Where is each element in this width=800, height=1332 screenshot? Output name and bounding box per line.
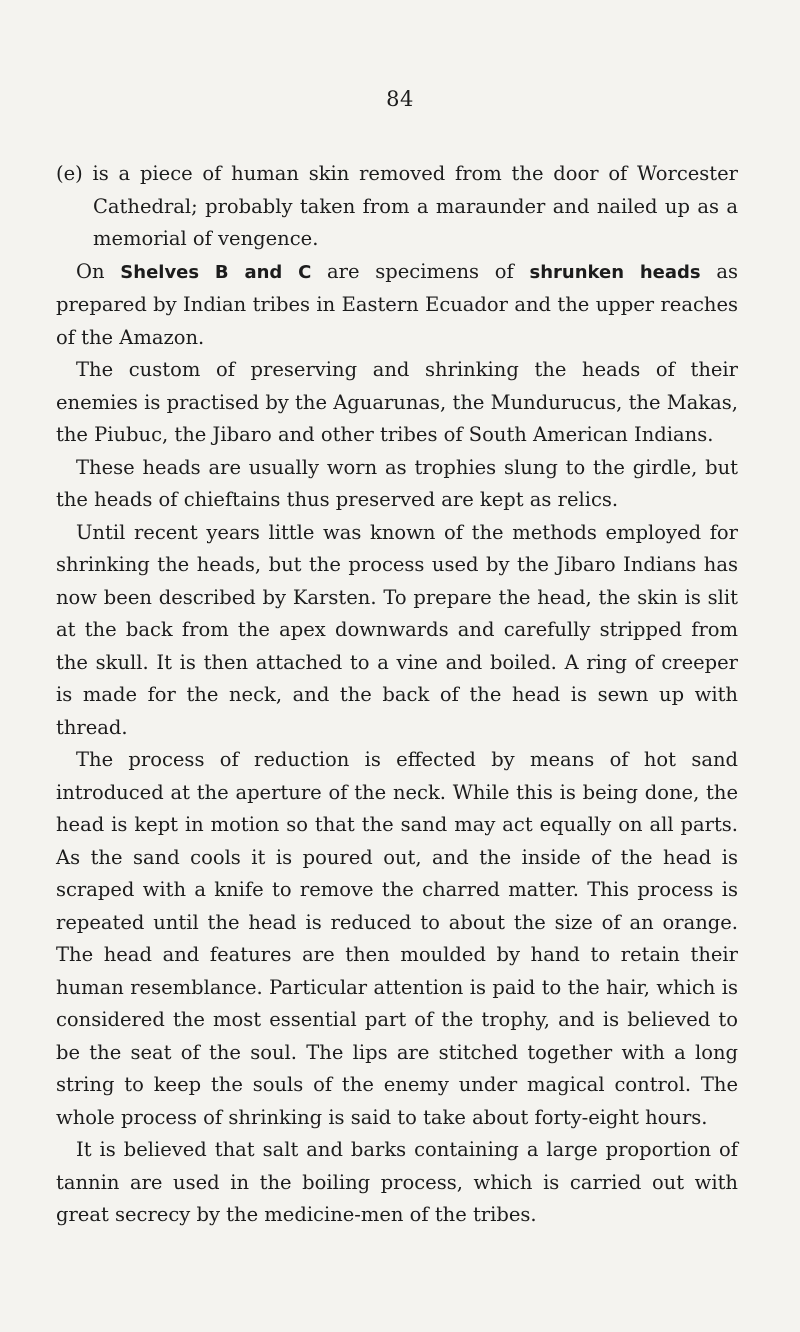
paragraph-shelves-lead: On xyxy=(76,259,121,283)
paragraph-reduction: The process of reduction is effected by means of hot sand introduced at the aperture of the neck. While this is being done, the head is kept in motion so that the sand may act equally on all parts. As the sand cools it is poured out, and the inside of the head is scraped with a knife to remove the charred matter. This process is repeated until the head is reduced to about the size of an orange. The head and features are then moulded by hand to retain their human resemblance. Particular attention is paid to the hair, which is considered the most essential part of the trophy, and is believed to be the seat of the soul. The lips are stitched together with a long string to keep the souls of the enemy under magical control. The whole process of shrinking is said to take about forty-eight hours. xyxy=(56,748,738,1129)
paragraph-shelves-tail: as prepared by Indian tribes in Eastern Ecuador and the upper reaches of the Amazon. xyxy=(56,259,738,349)
paragraph-shelves xyxy=(56,256,738,355)
paragraph-tannin: It is believed that salt and barks containing a large proportion of tannin are used in the boiling process, which is carried out with great secrecy by the medicine-men of the tribes. xyxy=(56,1138,738,1226)
paragraph-shelves-mid: are specimens of xyxy=(311,259,530,283)
item-label: (e) xyxy=(56,162,83,185)
paragraph-methods: Until recent years little was known of the methods employed for shrinking the heads, but the process used by the Jibaro Indians has now been described by Karsten. To prepare the head, the skin is slit at the back from the apex downwards and carefully stripped from the skull. It is then attached to a vine and boiled. A ring of creeper is made for the neck, and the back of the head is sewn up with thread. xyxy=(56,520,738,739)
paragraph-trophies: These heads are usually worn as trophies slung to the girdle, but the heads of chieftains thus preserved are kept as relics. xyxy=(56,455,738,511)
paragraph-e xyxy=(56,158,738,256)
shelves-heading: Shelves B and C xyxy=(120,261,312,283)
shrunken-heads-heading: shrunken heads xyxy=(529,261,701,283)
paragraph-e-text: is a piece of human skin removed from the door of Worcester Cathedral; probably taken from a maraunder and nailed up as a memorial of vengence. xyxy=(82,162,738,250)
paragraph-custom: The custom of preserving and shrinking the heads of their enemies is practised by the Aguarunas, the Mundurucus, the Makas, the Piubuc, the Jibaro and other tribes of South American Indians. xyxy=(56,358,738,446)
body-text xyxy=(56,158,738,1232)
page-number: 84 xyxy=(386,87,414,111)
